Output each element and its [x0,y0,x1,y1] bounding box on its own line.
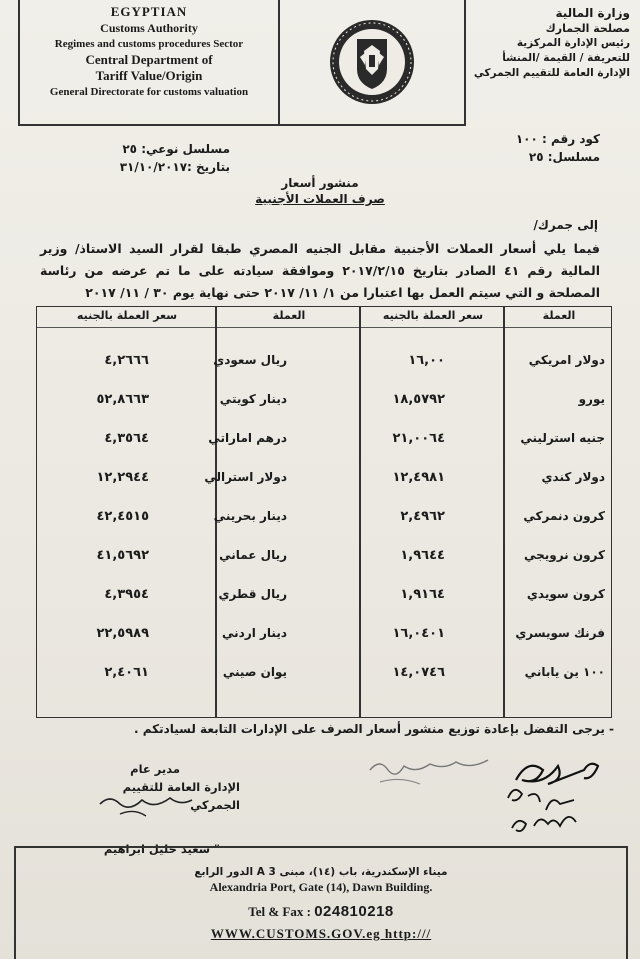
header-en-line2: Customs Authority [100,21,198,35]
address-english: Alexandria Port, Gate (14), Dawn Building. [209,880,433,894]
table-row [37,462,611,501]
currency-name: فرنك سويسري [515,626,605,640]
currency-name: دولار امريكي [528,353,605,367]
header-ar-line5: الإدارة العامة للتقييم الجمركي [473,67,630,79]
currency-rate: ٤,٣٩٥٤ [104,587,149,602]
currency-rate: ١٦,٠٤٠١ [392,626,445,641]
serial-number: مسلسل: ٢٥ [528,150,600,164]
table-row [37,540,611,579]
addressee: إلى جمرك/ [533,218,598,232]
customs-authority-emblem-icon [280,0,466,126]
currency-rate: ١٦,٠٠ [408,353,445,368]
currency-name: كرون سويدي [526,587,605,601]
issue-date: بتاريخ :٣١/١٠/٢٠١٧ [119,160,230,174]
type-serial-block [60,140,230,176]
currency-name: دينار كويتي [219,392,287,406]
currency-rate: ١,٩٦٤٤ [400,548,445,563]
distribution-note: - يرجى التفضل بإعادة توزيع منشور أسعار الصرف على الإدارات التابعة لسيادتكم . [133,722,614,736]
currency-rate: ٤٢,٤٥١٥ [96,509,149,524]
table-row [37,579,611,618]
document-title: منشور أسعار [281,176,359,190]
website-link[interactable]: WWW.CUSTOMS.GOV.eg http:/// [210,926,432,941]
type-serial: مسلسل نوعي: ٢٥ [122,142,230,156]
currency-rate: ٤,٢٦٦٦ [104,353,149,368]
header-ar-line3: رئيس الإدارة المركزية [516,37,630,49]
currency-rate: ١٢,٢٩٤٤ [96,470,149,485]
manager-name: " سعيد خليل ابراهيم [103,842,220,856]
header-ar-line1: وزارة المالية [555,6,630,20]
header-en-line3: Regimes and customs procedures Sector [54,38,244,50]
letterhead-arabic [466,0,634,126]
currency-name: جنيه استرليني [520,431,605,445]
contact-phone [16,903,626,920]
document-subtitle: صرف العملات الأجنبية [255,192,385,206]
table-header-divider [37,327,611,328]
currency-rate: ٥٢,٨٦٦٣ [96,392,149,407]
handwritten-signature-icon [488,740,608,840]
header-en-line1: EGYPTIAN [110,4,188,19]
header-en-line5: Tariff Value/Origin [95,68,203,83]
header-en-line4: Central Department of [85,52,213,67]
currency-rate: ١٢,٤٩٨١ [392,470,445,485]
footer [14,846,628,959]
header-rate-right: سعر العملة بالجنيه [382,309,484,322]
currency-rate: ١,٩١٦٤ [400,587,445,602]
letterhead-english [18,0,280,126]
header-rate-left: سعر العملة بالجنيه [76,309,178,322]
code-block [516,130,600,166]
currency-name: دولار استرالي [204,470,287,484]
currency-rate: ٤,٣٥٦٤ [104,431,149,446]
currency-rate: ٢,٤٩٦٢ [400,509,445,524]
tel-label: Tel & Fax : [248,904,315,919]
header-ar-line4: للتعريفة / القيمة /المنشأ [502,52,630,64]
currency-name: كرون دنمركي [523,509,605,523]
currency-name: درهم اماراتي [208,431,287,445]
faint-signature-icon [360,740,500,800]
header-ar-line2: مصلحة الجمارك [545,22,630,35]
currency-name: ريال سعودي [213,353,287,367]
header-en-line6: General Directorate for customs valuation [49,86,249,98]
currency-name: يورو [578,392,605,406]
address-arabic: ميناء الإسكندرية، باب (١٤)، مبنى A 3 الدور الرابع [194,866,448,878]
tel-number: 024810218 [314,903,394,920]
header-currency-left: العملة [272,309,306,322]
code-number: كود رقم : ١٠٠ [515,132,600,146]
currency-name: ريال عماني [219,548,287,562]
manager-title: مدير عام [130,762,180,776]
body-paragraph: فيما يلي أسعار العملات الأجنبية مقابل الجنيه المصري طبقا لقرار السيد الاستاذ/ وزير المالية رقم ٤١ الصادر بتاريخ ٢٠١٧/٢/١٥ وموافقة سيادته على ما تم عرضه من رئاسة المصلحة و التي سيتم العمل بها اعتبارا من ١/ ١١/ ٢٠١٧ حتى نهاية يوم ٣٠ / ١١/ ٢٠١٧ [40,241,600,300]
header-currency-right: العملة [542,309,576,322]
currency-rate: ١٤,٠٧٤٦ [392,665,445,680]
table-row [37,657,611,696]
currency-name: دينار بحريني [213,509,287,523]
table-row [37,618,611,657]
currency-rate: ٤١,٥٦٩٢ [96,548,149,563]
table-row [37,423,611,462]
table-row [37,501,611,540]
table-row [37,345,611,384]
currency-name: دولار كندي [541,470,605,484]
currency-rate: ٢,٤٠٦١ [104,665,149,680]
currency-rate: ٢١,٠٠٦٤ [392,431,445,446]
currency-name: ١٠٠ ين ياباني [524,665,605,679]
exchange-rates-table [36,306,612,718]
currency-name: دينار اردني [222,626,287,640]
table-row [37,384,611,423]
currency-rate: ١٨,٥٧٩٢ [392,392,445,407]
currency-name: يوان صيني [222,665,287,679]
letterhead [8,0,640,128]
currency-rate: ٢٢,٥٩٨٩ [96,626,149,641]
currency-name: كرون نرويجي [523,548,605,562]
currency-name: ريال قطري [218,587,287,601]
manager-signature-icon [80,790,220,840]
manager-department: الإدارة العامة للتقييم الجمركي [122,780,240,812]
